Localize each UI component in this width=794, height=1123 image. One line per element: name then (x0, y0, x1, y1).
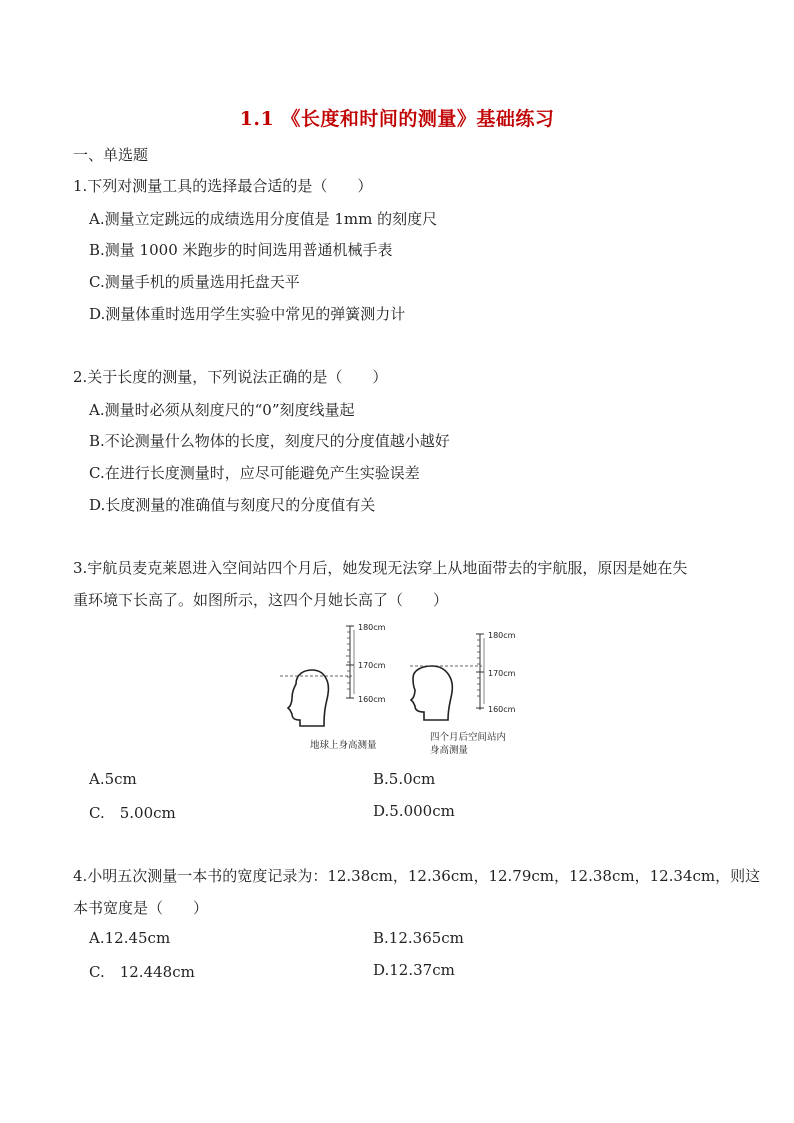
question-3-stem-line-2: 重环境下长高了。如图所示，这四个月她长高了（ ） (73, 591, 449, 609)
left-ruler-tick-170: 170cm (358, 661, 386, 670)
question-3-option-d: D.5.000cm (373, 802, 455, 820)
question-4-option-d: D.12.37cm (373, 961, 455, 979)
right-ruler-tick-160: 160cm (488, 705, 516, 714)
question-1-stem: 1.下列对测量工具的选择最合适的是（ ） (73, 177, 373, 195)
question-2-option-b: B.不论测量什么物体的长度，刻度尺的分度值越小越好 (89, 432, 450, 450)
question-2-option-d: D.长度测量的准确值与刻度尺的分度值有关 (89, 496, 376, 514)
question-4-stem-line-2: 本书宽度是（ ） (73, 899, 209, 917)
question-2-stem: 2.关于长度的测量，下列说法正确的是（ ） (73, 368, 388, 386)
section-heading: 一、单选题 (73, 146, 149, 164)
right-ruler-tick-170: 170cm (488, 669, 516, 678)
question-1-option-d: D.测量体重时选用学生实验中常见的弹簧测力计 (89, 305, 406, 323)
page-title: 1.1 《长度和时间的测量》基础练习 (239, 108, 555, 130)
question-1-option-c: C.测量手机的质量选用托盘天平 (89, 273, 300, 291)
right-caption-line-2: 身高测量 (430, 745, 469, 756)
left-ruler-tick-180: 180cm (358, 623, 386, 632)
question-2-option-a: A.测量时必须从刻度尺的“0”刻度线量起 (89, 401, 355, 419)
height-measurement-figure (270, 622, 520, 762)
question-2-option-c: C.在进行长度测量时，应尽可能避免产生实验误差 (89, 464, 420, 482)
right-head-icon (411, 666, 452, 720)
question-1-option-b: B.测量 1000 米跑步的时间选用普通机械手表 (89, 241, 393, 259)
right-caption-line-1: 四个月后空间站内 (430, 732, 507, 743)
left-head-icon (288, 670, 328, 726)
question-3-option-a: A.5cm (89, 770, 137, 788)
question-3-option-c: C. 5.00cm (89, 804, 176, 822)
question-1-option-a: A.测量立定跳远的成绩选用分度值是 1mm 的刻度尺 (89, 210, 438, 228)
left-caption: 地球上身高测量 (310, 740, 377, 751)
question-3-option-b: B.5.0cm (373, 770, 436, 788)
question-4-option-c: C. 12.448cm (89, 963, 195, 981)
right-ruler-tick-180: 180cm (488, 631, 516, 640)
question-3-stem-line-1: 3.宇航员麦克莱恩进入空间站四个月后，她发现无法穿上从地面带去的宇航服，原因是她在失 (73, 559, 688, 577)
question-4-stem-line-1: 4.小明五次测量一本书的宽度记录为：12.38cm，12.36cm，12.79cm，12.38cm，12.34cm，则这 (73, 867, 761, 885)
question-4-option-a: A.12.45cm (89, 929, 171, 947)
right-ruler (476, 631, 516, 714)
question-4-option-b: B.12.365cm (373, 929, 464, 947)
left-ruler (346, 623, 386, 704)
left-ruler-tick-160: 160cm (358, 695, 386, 704)
